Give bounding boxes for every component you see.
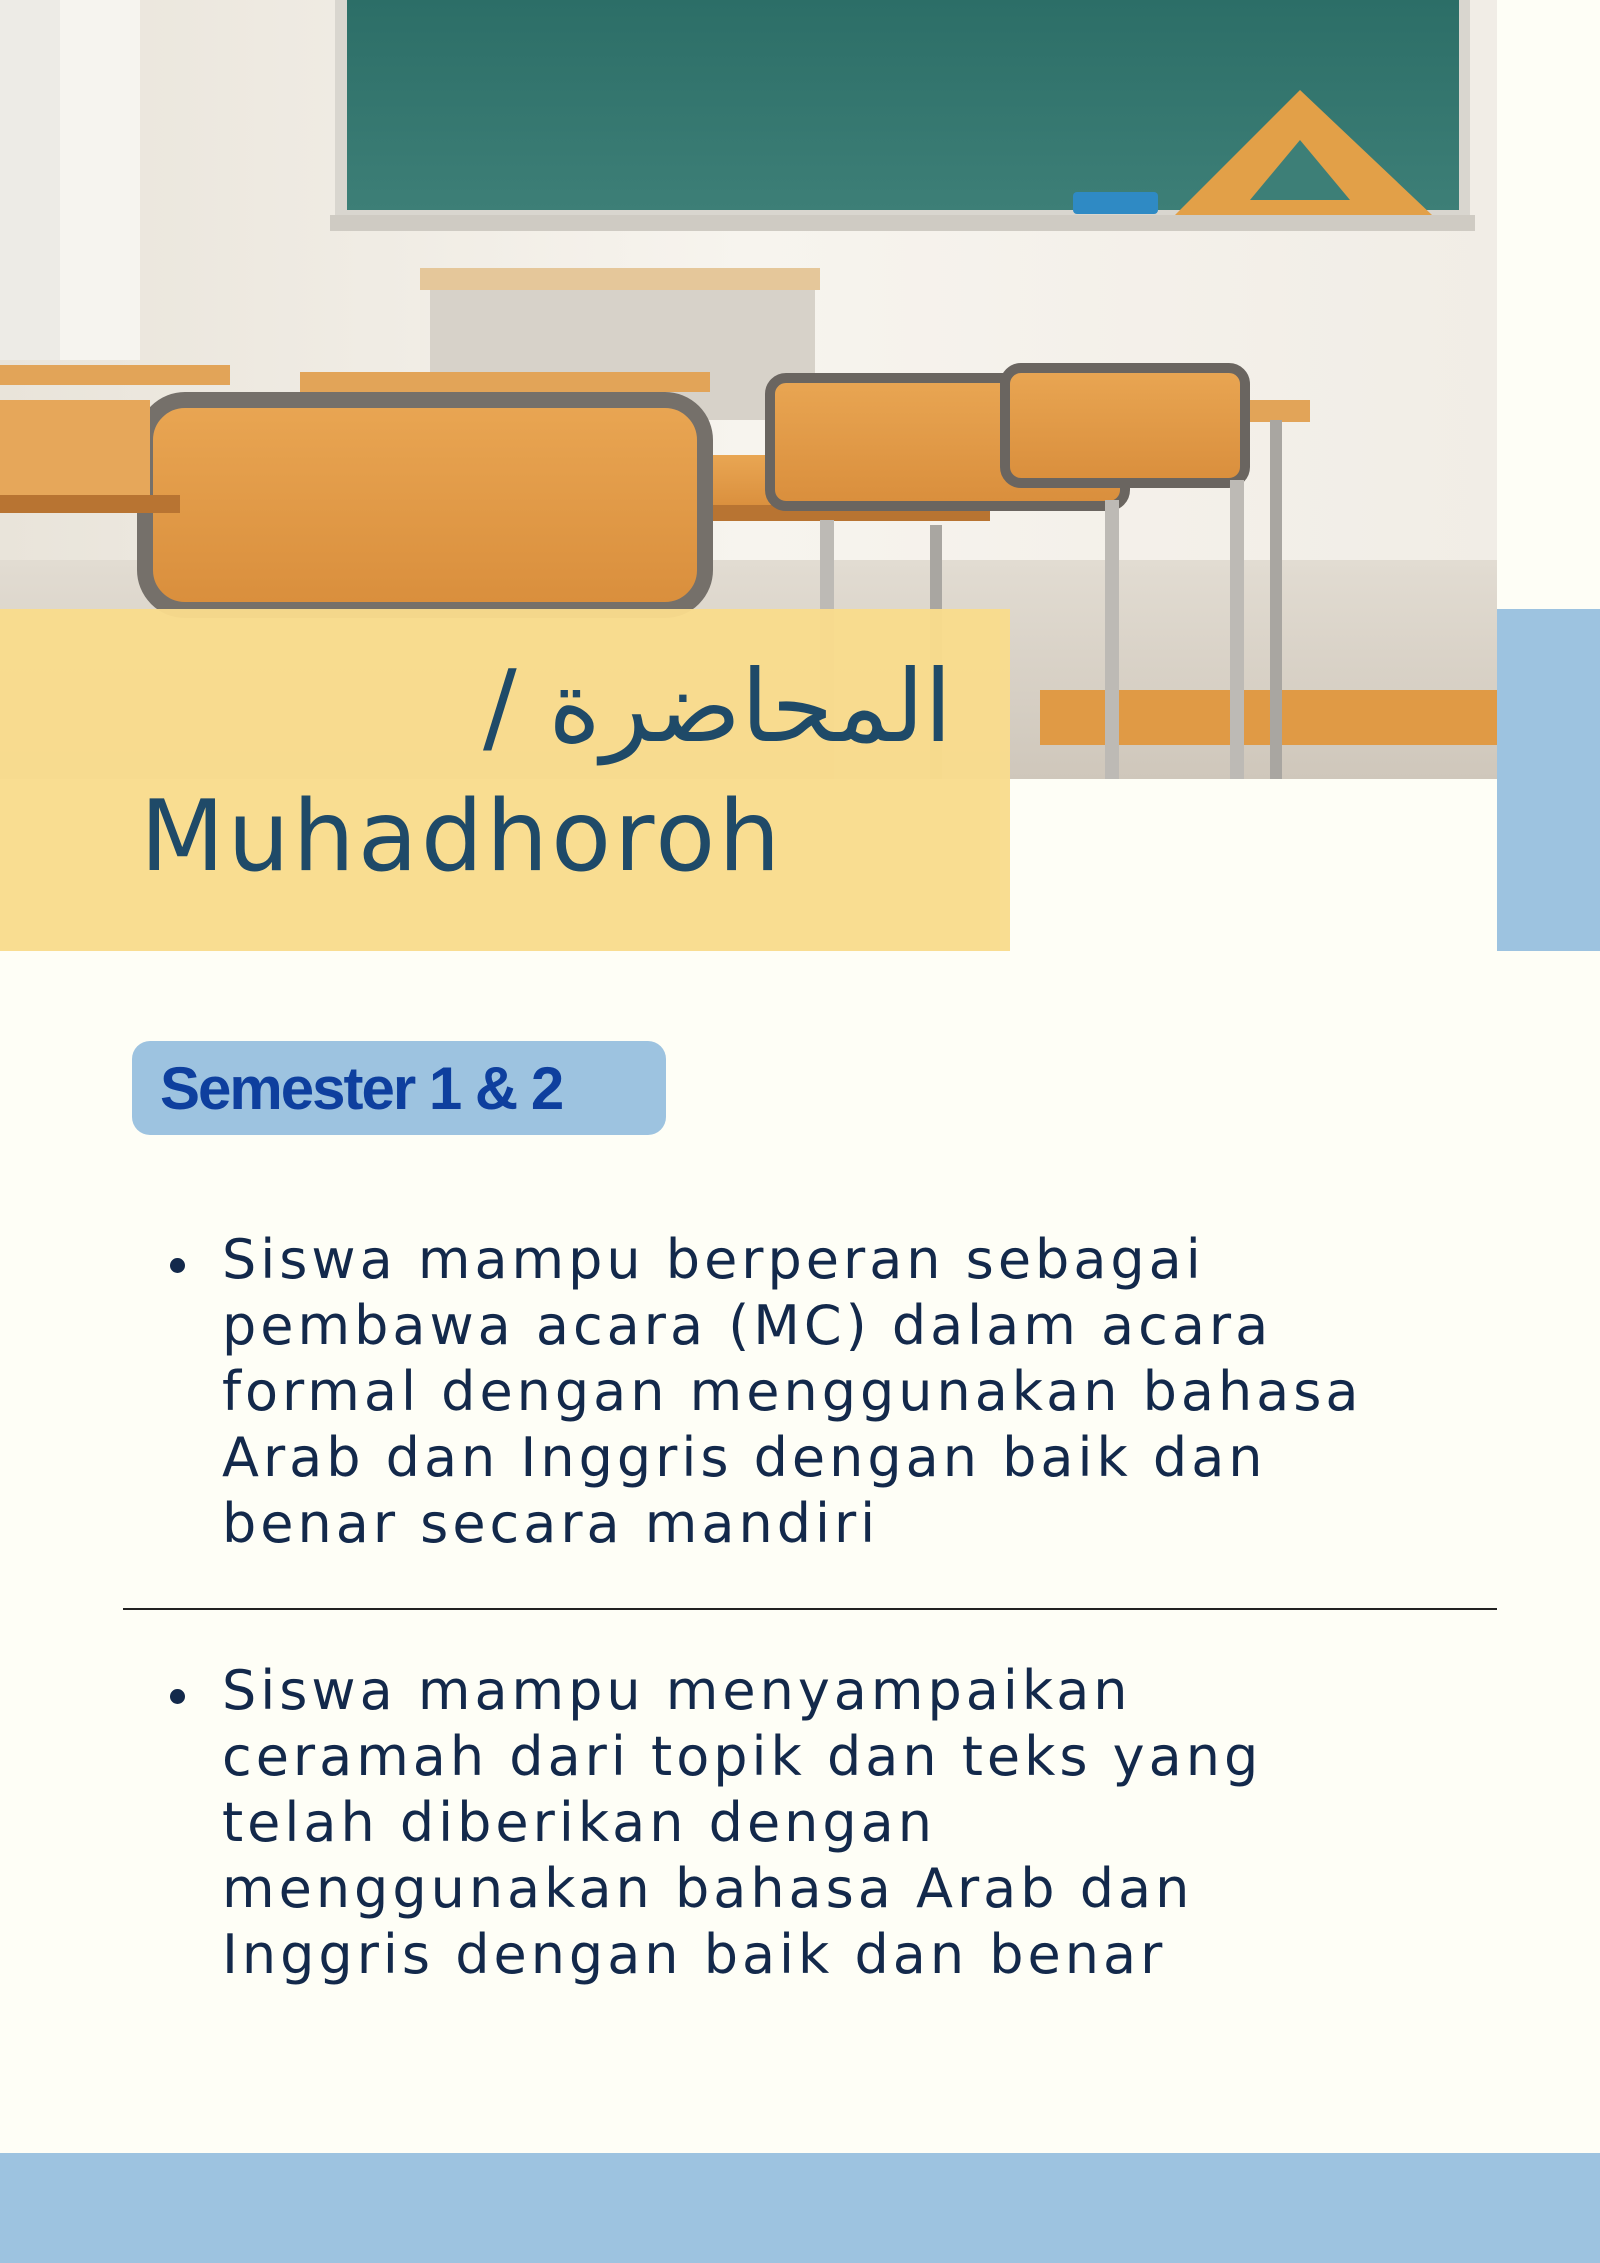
bullet-dot-icon bbox=[170, 1258, 185, 1273]
title-box bbox=[0, 609, 1010, 951]
objective-text: Siswa mampu menyampaikan ceramah dari topik dan teks yang telah diberikan dengan menggunakan bahasa Arab dan Inggris dengan baik dan benar bbox=[222, 1659, 1263, 1986]
bullet-dot-icon bbox=[170, 1689, 185, 1704]
objective-text: Siswa mampu berperan sebagai pembawa acara (MC) dalam acara formal dengan menggunakan bahasa Arab dan Inggris dengan baik dan benar secara mandiri bbox=[222, 1228, 1363, 1555]
side-accent-strip bbox=[1497, 609, 1600, 951]
semester-badge bbox=[132, 1041, 666, 1135]
objective-item bbox=[170, 1658, 1370, 1988]
title-arabic: المحاضرة / bbox=[482, 648, 952, 765]
objective-item bbox=[170, 1227, 1370, 1557]
divider bbox=[123, 1608, 1497, 1610]
title-latin: Muhadhoroh bbox=[140, 780, 784, 894]
footer-band bbox=[0, 2153, 1600, 2263]
semester-badge-label: Semester 1 & 2 bbox=[160, 1054, 563, 1122]
